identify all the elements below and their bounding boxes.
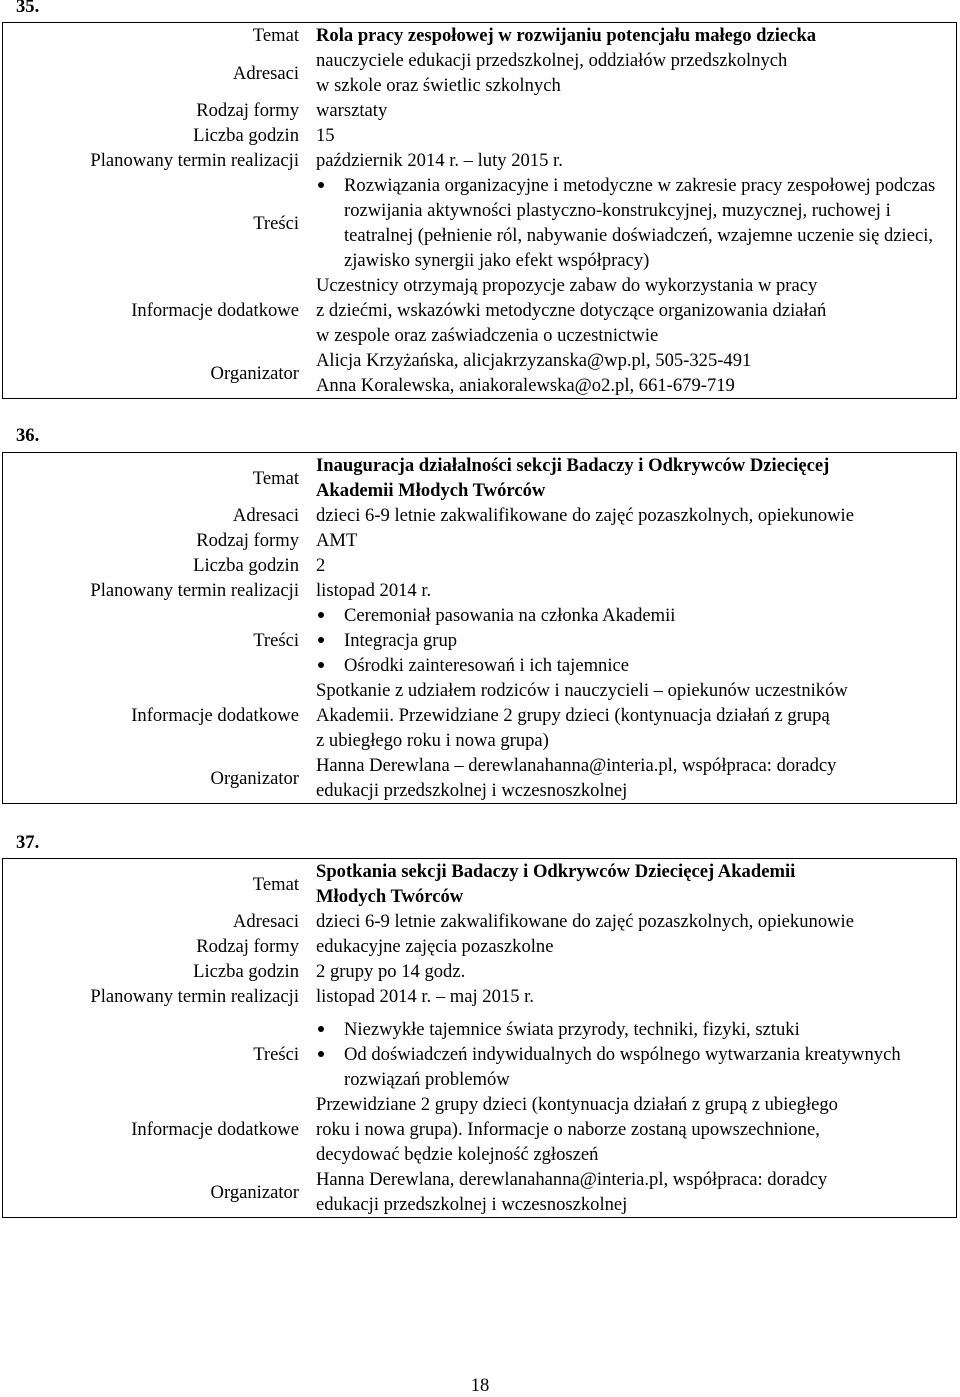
info-label: Informacje dodatkowe (131, 1119, 299, 1140)
temat-line: Inauguracja działalności sekcji Badaczy i Odkrywców Dziecięcej (316, 455, 830, 476)
tresci-item: Ceremoniał pasowania na członka Akademii (316, 603, 956, 628)
termin-row (2, 578, 957, 603)
info-value (299, 273, 956, 348)
temat-line: Spotkania sekcji Badaczy i Odkrywców Dziecięcej Akademii (316, 861, 796, 882)
adresaci-label: Adresaci (232, 505, 299, 526)
termin-value: listopad 2014 r. (316, 580, 432, 601)
termin-row (2, 148, 957, 173)
adresaci-value: dzieci 6-9 letnie zakwalifikowane do zajęć pozaszkolnych, opiekunowie (316, 505, 854, 526)
liczba-row (2, 959, 957, 984)
adresaci-value (299, 48, 956, 98)
temat-row (2, 452, 957, 503)
tresci-row (2, 173, 957, 273)
rodzaj-value: AMT (316, 530, 358, 551)
tresci-row (2, 603, 957, 678)
info-line: z dziećmi, wskazówki metodyczne dotyczące organizowania działań (316, 300, 827, 321)
tresci-label: Treści (253, 630, 299, 651)
tresci-label: Treści (253, 212, 299, 234)
organizator-label: Organizator (210, 767, 299, 789)
tresci-list (316, 1017, 956, 1092)
organizator-value (299, 348, 956, 398)
temat-label: Temat (252, 873, 299, 895)
liczba-value: 2 (316, 555, 326, 576)
info-line: roku i nowa grupa). Informacje o naborze zostaną upowszechnione, (316, 1119, 820, 1140)
organizator-row (2, 348, 957, 399)
rodzaj-value: edukacyjne zajęcia pozaszkolne (316, 936, 554, 957)
temat-value (299, 453, 956, 503)
info-row (2, 1092, 957, 1167)
rodzaj-label: Rodzaj formy (196, 530, 299, 551)
info-label: Informacje dodatkowe (131, 705, 299, 726)
adresaci-row (2, 503, 957, 528)
temat-value (299, 859, 956, 909)
organizator-row (2, 1167, 957, 1218)
rodzaj-label: Rodzaj formy (196, 100, 299, 121)
adresaci-row (2, 909, 957, 934)
tresci-list (316, 173, 956, 273)
info-label: Informacje dodatkowe (131, 300, 299, 321)
organizator-label: Organizator (210, 362, 299, 384)
info-line: decydować będzie kolejność zgłoszeń (316, 1144, 599, 1165)
liczba-label: Liczba godzin (193, 125, 299, 146)
entry-37 (2, 858, 957, 1218)
tresci-value (299, 603, 956, 678)
organizator-line: edukacji przedszkolnej i wczesnoszkolnej (316, 1194, 628, 1215)
liczba-row (2, 553, 957, 578)
info-row (2, 678, 957, 753)
adresaci-label: Adresaci (232, 911, 299, 932)
info-line: Akademii. Przewidziane 2 grupy dzieci (kontynuacja działań z grupą (316, 705, 830, 726)
rodzaj-value: warsztaty (316, 100, 388, 121)
info-line: Przewidziane 2 grupy dzieci (kontynuacja działań z grupą z ubiegłego (316, 1094, 838, 1115)
tresci-item: Integracja grup (316, 628, 956, 653)
liczba-label: Liczba godzin (193, 555, 299, 576)
organizator-line: Hanna Derewlana – derewlanahanna@interia.pl, współpraca: doradcy (316, 755, 837, 776)
info-line: Spotkanie z udziałem rodziców i nauczycieli – opiekunów uczestników (316, 680, 848, 701)
info-value (299, 1092, 956, 1167)
entry-36 (2, 452, 957, 804)
temat-label: Temat (252, 25, 299, 46)
rodzaj-row (2, 98, 957, 123)
entry-number: 36. (16, 425, 40, 446)
organizator-row (2, 753, 957, 804)
adresaci-label: Adresaci (232, 62, 299, 84)
liczba-row (2, 123, 957, 148)
adresaci-value: dzieci 6-9 letnie zakwalifikowane do zajęć pozaszkolnych, opiekunowie (316, 911, 854, 932)
info-line: w zespole oraz zaświadczenia o uczestnictwie (316, 325, 659, 346)
rodzaj-label: Rodzaj formy (196, 936, 299, 957)
adresaci-row (2, 48, 957, 98)
temat-line: Młodych Twórców (316, 886, 464, 907)
temat-row (2, 858, 957, 909)
organizator-value (299, 1167, 956, 1217)
termin-value: październik 2014 r. – luty 2015 r. (316, 150, 563, 171)
liczba-label: Liczba godzin (193, 961, 299, 982)
tresci-item: Niezwykłe tajemnice świata przyrody, techniki, fizyki, sztuki (316, 1017, 956, 1042)
organizator-line: edukacji przedszkolnej i wczesnoszkolnej (316, 780, 628, 801)
tresci-item: Rozwiązania organizacyjne i metodyczne w zakresie pracy zespołowej podczas rozwijania aktywności plastyczno-konstrukcyjnej, muzycznej, ruchowej i teatralnej (pełnienie ról, nabywanie doświadczeń, wzajemne uczenie się dzieci, zjawisko synergii jako efekt współpracy) (316, 173, 956, 273)
organizator-line: Anna Koralewska, aniakoralewska@o2.pl, 661-679-719 (316, 375, 735, 396)
rodzaj-row (2, 934, 957, 959)
temat-value: Rola pracy zespołowej w rozwijaniu potencjału małego dziecka (316, 25, 817, 46)
info-row (2, 273, 957, 348)
organizator-value (299, 753, 956, 803)
rodzaj-row (2, 528, 957, 553)
temat-row (2, 22, 957, 48)
info-line: Uczestnicy otrzymają propozycje zabaw do wykorzystania w pracy (316, 275, 818, 296)
termin-value: listopad 2014 r. – maj 2015 r. (316, 986, 534, 1007)
entry-number: 35. (16, 0, 40, 17)
adresaci-line: nauczyciele edukacji przedszkolnej, oddziałów przedszkolnych (316, 50, 788, 71)
tresci-item: Ośrodki zainteresowań i ich tajemnice (316, 653, 956, 678)
tresci-item: Od doświadczeń indywidualnych do wspólnego wytwarzania kreatywnych rozwiązań problemów (316, 1042, 956, 1092)
tresci-list (316, 603, 956, 678)
page-number: 18 (470, 1375, 490, 1396)
termin-label: Planowany termin realizacji (90, 150, 299, 171)
termin-label: Planowany termin realizacji (90, 986, 299, 1007)
entry-number: 37. (16, 832, 40, 853)
organizator-line: Alicja Krzyżańska, alicjakrzyzanska@wp.pl, 505-325-491 (316, 350, 752, 371)
temat-line: Akademii Młodych Twórców (316, 480, 546, 501)
adresaci-line: w szkole oraz świetlic szkolnych (316, 75, 561, 96)
info-line: z ubiegłego roku i nowa grupa) (316, 730, 549, 751)
info-value (299, 678, 956, 753)
entry-35 (2, 22, 957, 399)
termin-row (2, 984, 957, 1009)
organizator-line: Hanna Derewlana, derewlanahanna@interia.pl, współpraca: doradcy (316, 1169, 828, 1190)
tresci-row (2, 1009, 957, 1092)
organizator-label: Organizator (210, 1181, 299, 1203)
liczba-value: 15 (316, 125, 335, 146)
tresci-value (299, 1017, 956, 1092)
temat-label: Temat (252, 467, 299, 489)
tresci-value (299, 173, 956, 273)
liczba-value: 2 grupy po 14 godz. (316, 961, 466, 982)
termin-label: Planowany termin realizacji (90, 580, 299, 601)
tresci-label: Treści (253, 1044, 299, 1065)
